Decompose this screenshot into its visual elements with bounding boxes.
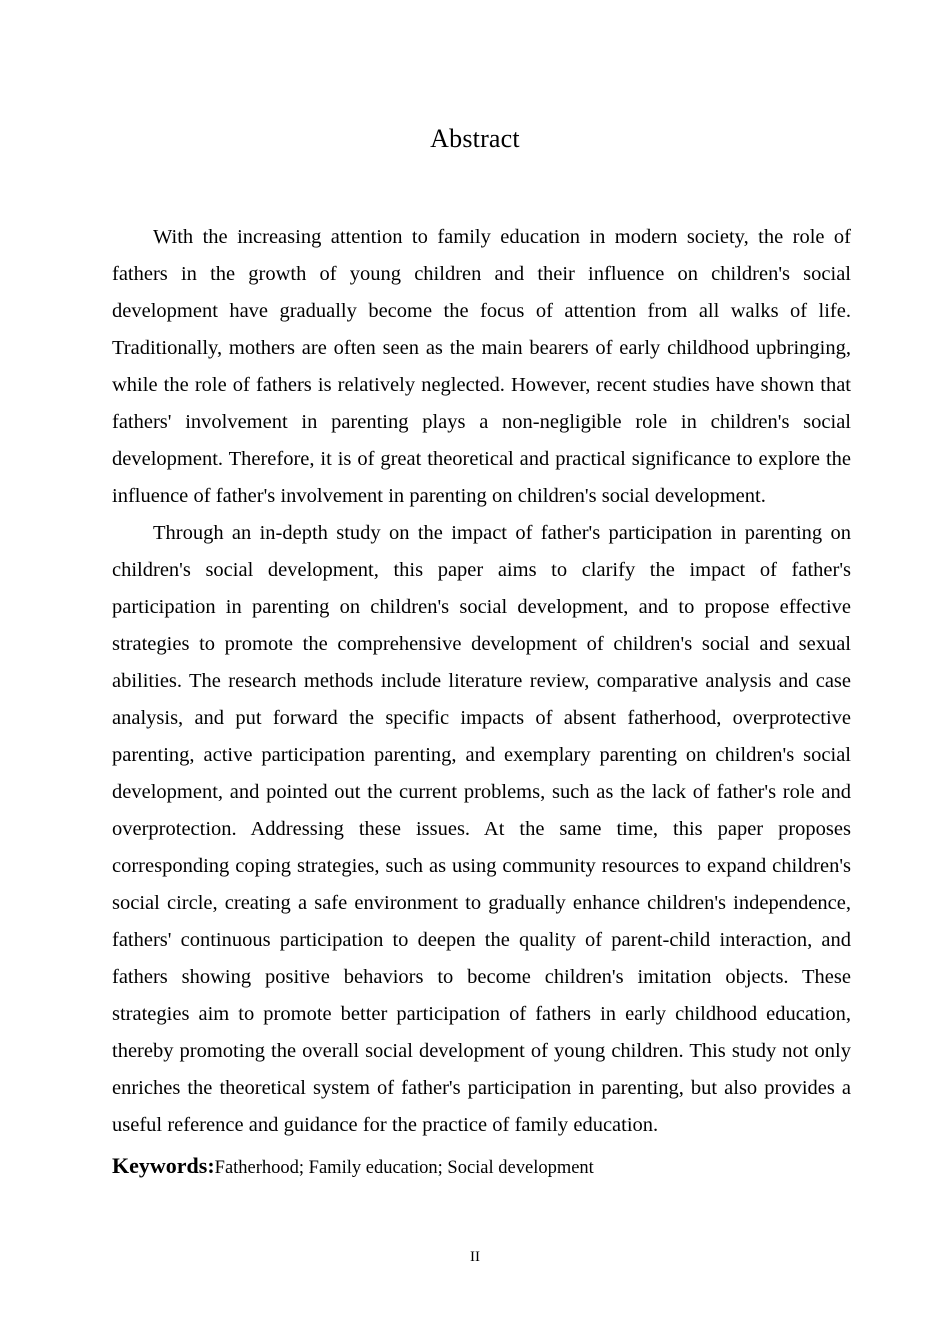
keywords-value: Fatherhood; Family education; Social development: [214, 1158, 594, 1178]
footer-page-number: II: [470, 1249, 480, 1265]
page-title: Abstract: [430, 124, 520, 153]
abstract-body: [112, 219, 851, 1144]
abstract-paragraph-1: With the increasing attention to family education in modern society, the role of fathers in the growth of young children and their influence on children's social development have gradually become the focus of attention from all walks of life. Traditionally, mothers are often seen as the main bearers of early childhood upbringing, while the role of fathers is relatively neglected. However, recent studies have shown that fathers' involvement in parenting plays a non-negligible role in children's social development. Therefore, it is of great theoretical and practical significance to explore the influence of father's involvement in parenting on children's social development.: [112, 226, 851, 507]
keywords-line: [112, 1152, 851, 1183]
abstract-paragraph-2: Through an in-depth study on the impact of father's participation in parenting on children's social development, this paper aims to clarify the impact of father's participation in parenting on children's social development, and to propose effective strategies to promote the comprehensive development of children's social and sexual abilities. The research methods include literature review, comparative analysis and case analysis, and put forward the specific impacts of absent fatherhood, overprotective parenting, active participation parenting, and exemplary parenting on children's social development, and pointed out the current problems, such as the lack of father's role and overprotection. Addressing these issues. At the same time, this paper proposes corresponding coping strategies, such as using community resources to expand children's social circle, creating a safe environment to gradually enhance children's independence, fathers' continuous participation to deepen the quality of parent-child interaction, and fathers showing positive behaviors to become children's imitation objects. These strategies aim to promote better participation of fathers in early childhood education, thereby promoting the overall social development of young children. This study not only enriches the theoretical system of father's participation in parenting, but also provides a useful reference and guidance for the practice of family education.: [112, 522, 851, 1136]
keywords-label: Keywords:: [112, 1153, 215, 1178]
